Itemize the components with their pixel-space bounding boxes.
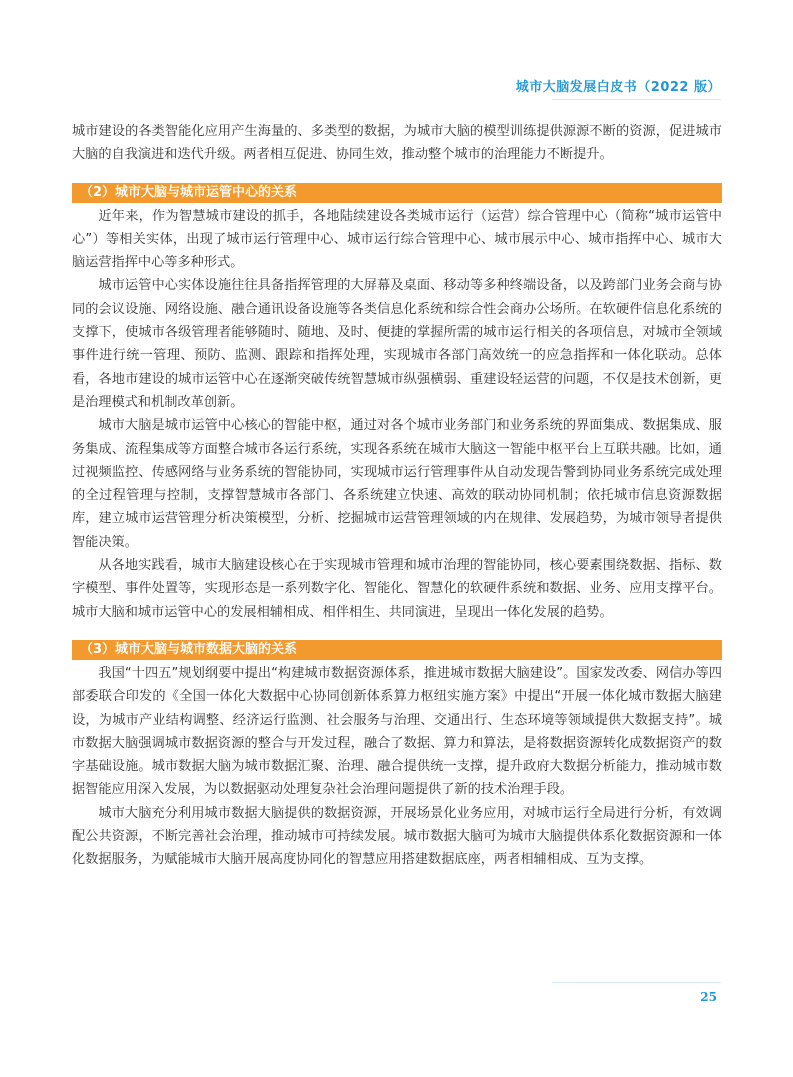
section-3-paragraph-1: 我国“十四五”规划纲要中提出“构建城市数据资源体系，推进城市数据大脑建设”。国家发改委、网信办等四部委联合印发的《全国一体化大数据中心协同创新体系算力枢纽实施方案》中提出“开展一体化城市数据大脑建设，为城市产业结构调整、经济运行监测、社会服务与治理、交通出行、生态环境等领域提供大数据支持”。城市数据大脑强调城市数据资源的整合与开发过程，融合了数据、算力和算法，是将数据资源转化成数据资产的数字基础设施。城市数据大脑为城市数据汇聚、治理、融合提供统一支撑，提升政府大数据分析能力，推动城市数据智能应用深入发展，为以数据驱动处理复杂社会治理问题提供了新的技术治理手段。 — [72, 665, 722, 798]
section-2-paragraph-1: 近年来，作为智慧城市建设的抓手，各地陆续建设各类城市运行（运营）综合管理中心（简称“城市运管中心”）等相关实体，出现了城市运行管理中心、城市运行综合管理中心、城市展示中心、城市指挥中心、城市大脑运营指挥中心等多种形式。 — [72, 208, 722, 271]
section-3-paragraph-2: 城市大脑充分利用城市数据大脑提供的数据资源，开展场景化业务应用，对城市运行全局进行分析，有效调配公共资源，不断完善社会治理，推动城市可持续发展。城市数据大脑可为城市大脑提供体系化数据资源和一体化数据服务，为赋能城市大脑开展高度协同化的智慧应用搭建数据底座，两者相辅相成、互为支撑。 — [72, 805, 722, 868]
header-divider — [552, 99, 721, 100]
running-header: 城市大脑发展白皮书（2022 版） — [515, 80, 721, 95]
page-number: 25 — [700, 990, 717, 1004]
section-3-heading: （3）城市大脑与城市数据大脑的关系 — [72, 640, 722, 660]
footer-divider — [552, 982, 721, 983]
intro-paragraph: 城市建设的各类智能化应用产生海量的、多类型的数据，为城市大脑的模型训练提供源源不断的资源，促进城市大脑的自我演进和迭代升级。两者相互促进、协同生效，推动整个城市的治理能力不断提升。 — [72, 124, 722, 163]
section-2-paragraph-4: 从各地实践看，城市大脑建设核心在于实现城市管理和城市治理的智能协同，核心要素围绕数据、指标、数字模型、事件处置等，实现形态是一系列数字化、智能化、智慧化的软硬件系统和数据、业务、应用支撑平台。城市大脑和城市运管中心的发展相辅相成、相伴相生、共同演进，呈现出一体化发展的趋势。 — [72, 558, 722, 620]
section-2-paragraph-2: 城市运管中心实体设施往往具备指挥管理的大屏幕及桌面、移动等多种终端设备，以及跨部门业务会商与协同的会议设施、网络设施、融合通讯设备设施等各类信息化系统和综合性会商办公场所。在软硬件信息化系统的支撑下，使城市各级管理者能够随时、随地、及时、便捷的掌握所需的城市运行相关的各项信息，对城市全领域事件进行统一管理、预防、监测、跟踪和指挥处理，实现城市各部门高效统一的应急指挥和一体化联动。总体看，各地市建设的城市运管中心在逐渐突破传统智慧城市纵强横弱、重建设轻运营的问题，不仅是技术创新，更是治理模式和机制改革创新。 — [72, 278, 722, 410]
section-2-paragraph-3: 城市大脑是城市运管中心核心的智能中枢，通过对各个城市业务部门和业务系统的界面集成、数据集成、服务集成、流程集成等方面整合城市各运行系统，实现各系统在城市大脑这一智能中枢平台上互联共融。比如，通过视频监控、传感网络与业务系统的智能协同，实现城市运行管理事件从自动发现告警到协同业务系统完成处理的全过程管理与控制，支撑智慧城市各部门、各系统建立快速、高效的联动协同机制；依托城市信息资源数据库，建立城市运营管理分析决策模型，分析、挖掘城市运营管理领域的内在规律、发展趋势，为城市领导者提供智能决策。 — [72, 418, 722, 550]
page-body — [72, 120, 722, 872]
section-2-heading: （2）城市大脑与城市运管中心的关系 — [72, 183, 722, 203]
